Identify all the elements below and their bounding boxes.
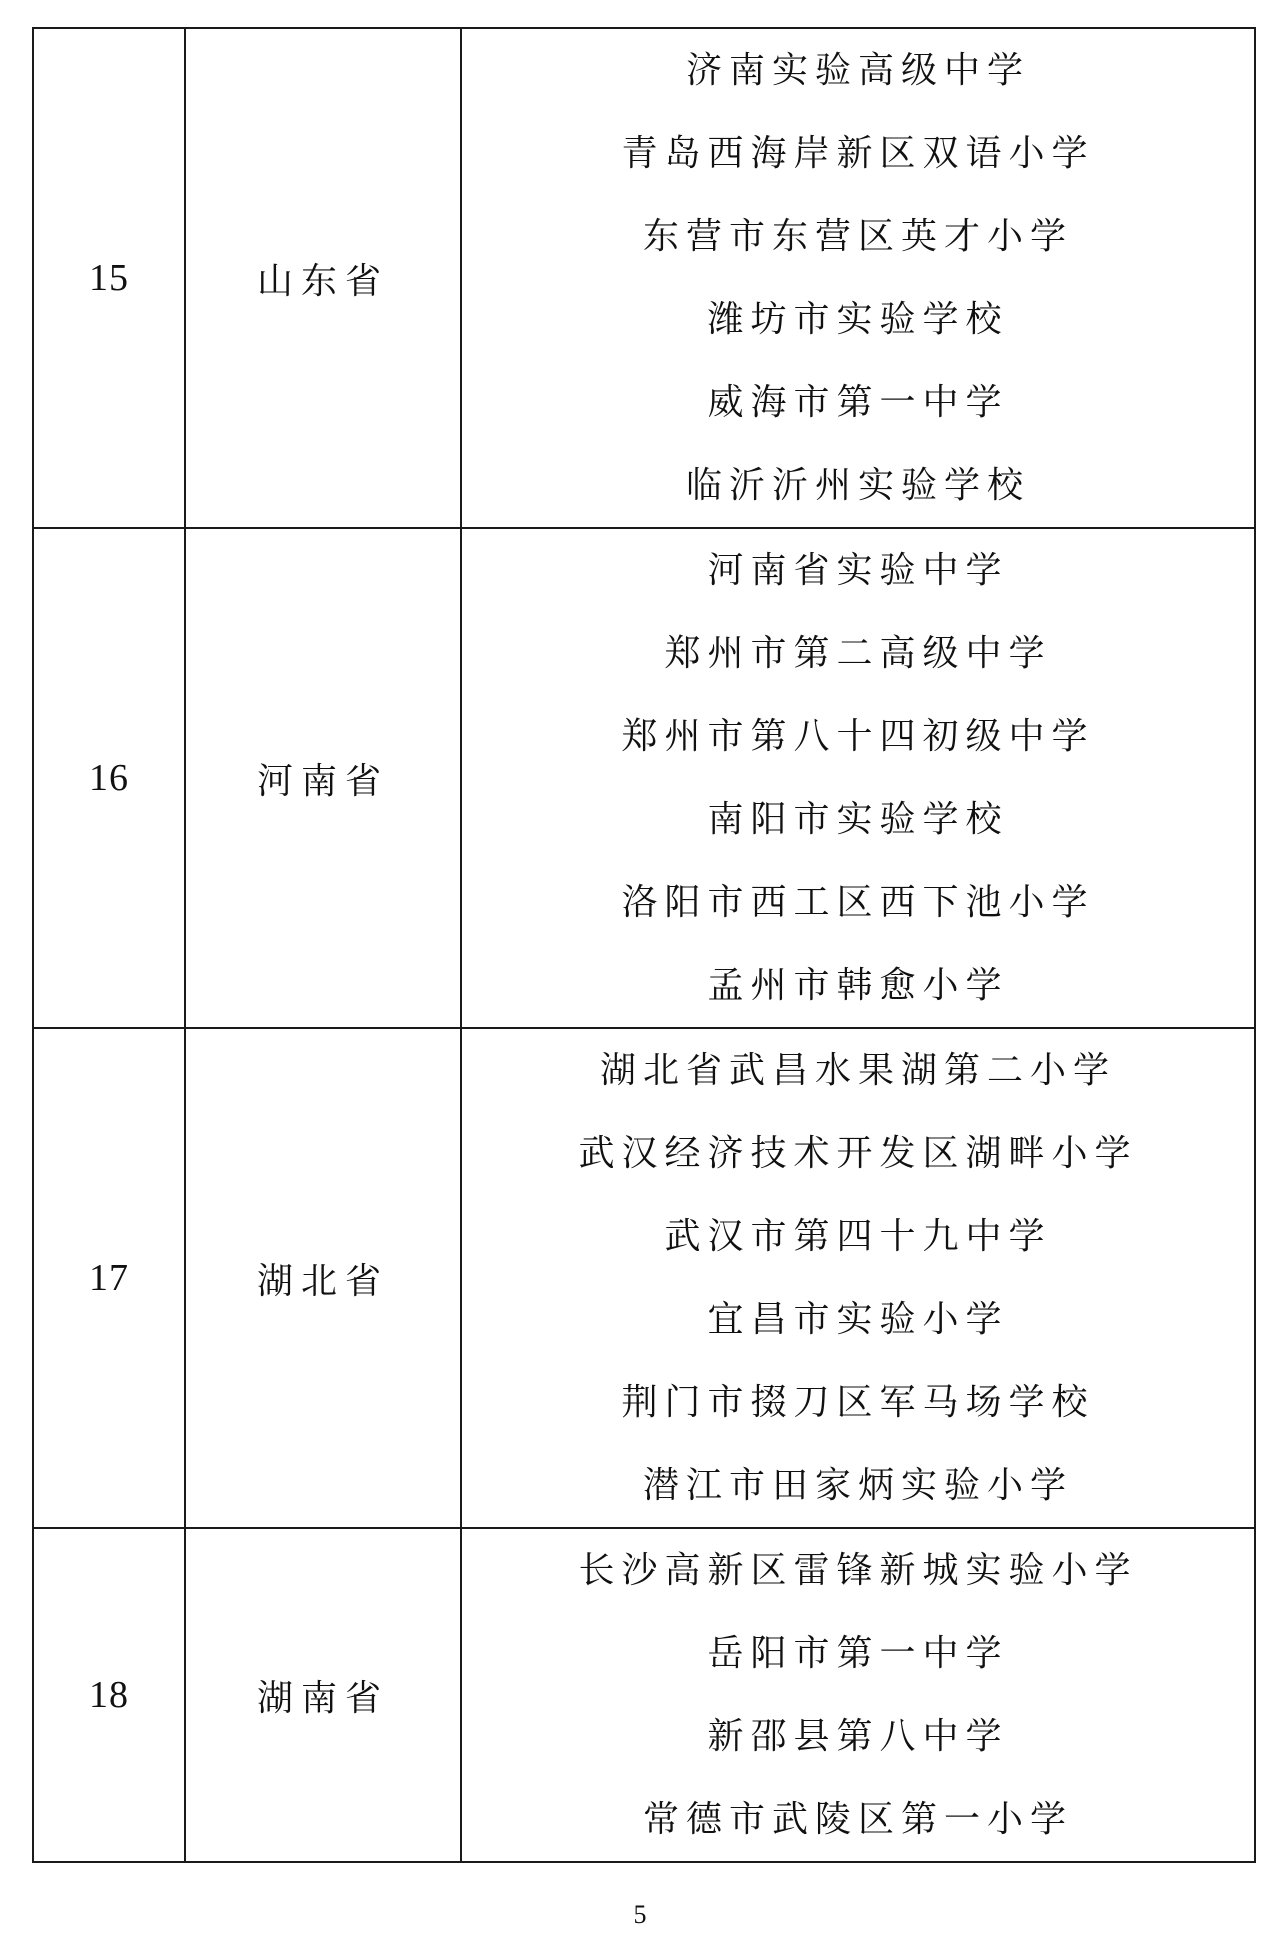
- school-name: 南阳市实验学校: [707, 799, 1009, 840]
- school-name: 河南省实验中学: [707, 550, 1009, 591]
- school-name: 武汉市第四十九中学: [664, 1216, 1052, 1257]
- school-name: 新邵县第八中学: [707, 1716, 1009, 1757]
- table-row: [33, 1028, 1255, 1528]
- province-name: 河南省: [185, 528, 461, 1028]
- province-name: 湖北省: [185, 1028, 461, 1528]
- school-name: 长沙高新区雷锋新城实验小学: [578, 1550, 1138, 1591]
- page-number: 5: [633, 1900, 647, 1929]
- province-name: 湖南省: [185, 1528, 461, 1862]
- school-name: 郑州市第二高级中学: [664, 633, 1052, 674]
- school-name: 孟州市韩愈小学: [707, 965, 1009, 1006]
- school-table: [32, 27, 1256, 1863]
- school-list: [461, 28, 1255, 528]
- school-name: 青岛西海岸新区双语小学: [621, 133, 1095, 174]
- school-name: 武汉经济技术开发区湖畔小学: [578, 1133, 1138, 1174]
- school-name: 荆门市掇刀区军马场学校: [621, 1382, 1095, 1423]
- province-name: 山东省: [185, 28, 461, 528]
- row-number: 18: [33, 1528, 185, 1862]
- row-number: 17: [33, 1028, 185, 1528]
- school-name: 威海市第一中学: [707, 382, 1009, 423]
- table-row: [33, 1528, 1255, 1862]
- school-name: 潍坊市实验学校: [707, 299, 1009, 340]
- school-name: 临沂沂州实验学校: [685, 465, 1030, 506]
- school-name: 湖北省武昌水果湖第二小学: [599, 1050, 1116, 1091]
- school-name: 洛阳市西工区西下池小学: [621, 882, 1095, 923]
- school-name: 岳阳市第一中学: [707, 1633, 1009, 1674]
- school-name: 常德市武陵区第一小学: [642, 1799, 1073, 1840]
- row-number: 16: [33, 528, 185, 1028]
- school-name: 济南实验高级中学: [685, 50, 1030, 91]
- school-name: 东营市东营区英才小学: [642, 216, 1073, 257]
- table-row: [33, 528, 1255, 1028]
- school-list: [461, 1028, 1255, 1528]
- table-row: [33, 28, 1255, 528]
- school-list: [461, 528, 1255, 1028]
- school-name: 宜昌市实验小学: [707, 1299, 1009, 1340]
- school-list: [461, 1528, 1255, 1862]
- school-name: 潜江市田家炳实验小学: [642, 1465, 1073, 1506]
- school-name: 郑州市第八十四初级中学: [621, 716, 1095, 757]
- row-number: 15: [33, 28, 185, 528]
